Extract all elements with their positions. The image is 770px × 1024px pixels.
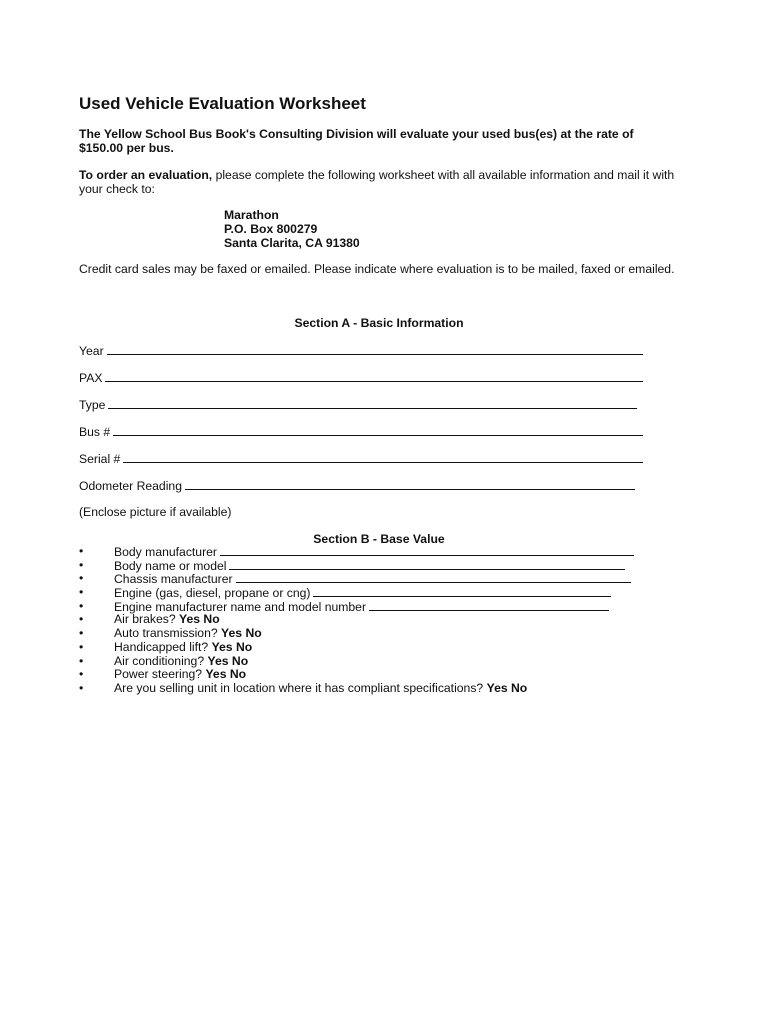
handicapped-lift-yes-no[interactable]: Yes No (211, 639, 253, 654)
list-item[interactable] (79, 655, 679, 669)
intro-paragraph: The Yellow School Bus Book's Consulting Division will evaluate your used bus(es) at the rate of $150.00 per bus. (79, 127, 634, 155)
serial-number-field[interactable] (79, 451, 643, 466)
bus-number-input-line[interactable] (113, 424, 643, 436)
type-label: Type (79, 398, 106, 412)
serial-number-label: Serial # (79, 452, 121, 466)
pax-input-line[interactable] (105, 370, 643, 382)
type-input-line[interactable] (108, 397, 637, 409)
list-item[interactable] (79, 641, 679, 655)
order-lead: To order an evaluation, (79, 168, 213, 182)
bullet-icon: • (79, 667, 84, 682)
compliant-location-label: Are you selling unit in location where it has compliant specifications? (114, 680, 484, 695)
body-manufacturer-label: Body manufacturer (114, 545, 217, 559)
address-line-2: P.O. Box 800279 (224, 222, 318, 236)
power-steering-yes-no[interactable]: Yes No (205, 667, 247, 682)
list-item[interactable] (79, 600, 679, 614)
list-item[interactable] (79, 613, 679, 627)
bullet-icon: • (79, 544, 84, 558)
engine-type-input-line[interactable] (313, 586, 611, 597)
section-b-list (79, 545, 679, 696)
year-label: Year (79, 344, 104, 358)
body-model-label: Body name or model (114, 558, 227, 573)
mailing-address (224, 208, 360, 250)
list-item[interactable] (79, 682, 679, 696)
bullet-icon: • (79, 585, 84, 600)
list-item[interactable] (79, 627, 679, 641)
odometer-field[interactable] (79, 478, 635, 493)
odometer-input-line[interactable] (185, 478, 635, 490)
page-title: Used Vehicle Evaluation Worksheet (79, 94, 366, 113)
address-line-3: Santa Clarita, CA 91380 (224, 236, 360, 250)
bullet-icon: • (79, 571, 84, 586)
pax-label: PAX (79, 371, 103, 385)
body-manufacturer-input-line[interactable] (220, 545, 634, 556)
air-conditioning-label: Air conditioning? (114, 653, 205, 668)
section-a-heading: Section A - Basic Information (294, 316, 464, 330)
list-item[interactable] (79, 586, 679, 600)
address-line-1: Marathon (224, 208, 279, 222)
bullet-icon: • (79, 626, 84, 641)
section-b-heading: Section B - Base Value (313, 532, 445, 546)
picture-note: (Enclose picture if available) (79, 505, 232, 519)
order-paragraph (79, 168, 679, 196)
odometer-label: Odometer Reading (79, 479, 182, 493)
compliant-location-yes-no[interactable]: Yes No (486, 680, 528, 695)
bullet-icon: • (79, 598, 84, 613)
bus-number-label: Bus # (79, 425, 111, 439)
engine-type-label: Engine (gas, diesel, propane or cng) (114, 586, 311, 601)
list-item[interactable] (79, 559, 679, 573)
bullet-icon: • (79, 639, 84, 654)
air-conditioning-yes-no[interactable]: Yes No (207, 653, 249, 668)
order-rest: please complete the following worksheet with all available information and mail it with your check to: (79, 168, 675, 196)
bullet-icon: • (79, 680, 84, 695)
serial-number-input-line[interactable] (123, 451, 643, 463)
list-item[interactable] (79, 545, 679, 559)
handicapped-lift-label: Handicapped lift? (114, 639, 209, 654)
list-item[interactable] (79, 572, 679, 586)
body-model-input-line[interactable] (229, 559, 625, 570)
air-brakes-yes-no[interactable]: Yes No (179, 612, 220, 627)
pax-field[interactable] (79, 370, 643, 385)
type-field[interactable] (79, 397, 637, 412)
bullet-icon: • (79, 653, 84, 668)
chassis-manufacturer-label: Chassis manufacturer (114, 572, 233, 587)
engine-manufacturer-input-line[interactable] (369, 600, 609, 611)
engine-manufacturer-label: Engine manufacturer name and model number (114, 599, 367, 614)
bullet-icon: • (79, 612, 84, 627)
auto-transmission-yes-no[interactable]: Yes No (221, 626, 262, 641)
credit-card-note: Credit card sales may be faxed or emailed. Please indicate where evaluation is to be mailed, faxed or emailed. (79, 262, 675, 276)
chassis-manufacturer-input-line[interactable] (236, 572, 631, 583)
year-field[interactable] (79, 343, 643, 358)
bus-number-field[interactable] (79, 424, 643, 439)
power-steering-label: Power steering? (114, 667, 203, 682)
list-item[interactable] (79, 668, 679, 682)
bullet-icon: • (79, 557, 84, 572)
air-brakes-label: Air brakes? (114, 612, 176, 627)
auto-transmission-label: Auto transmission? (114, 626, 218, 641)
year-input-line[interactable] (107, 343, 643, 355)
